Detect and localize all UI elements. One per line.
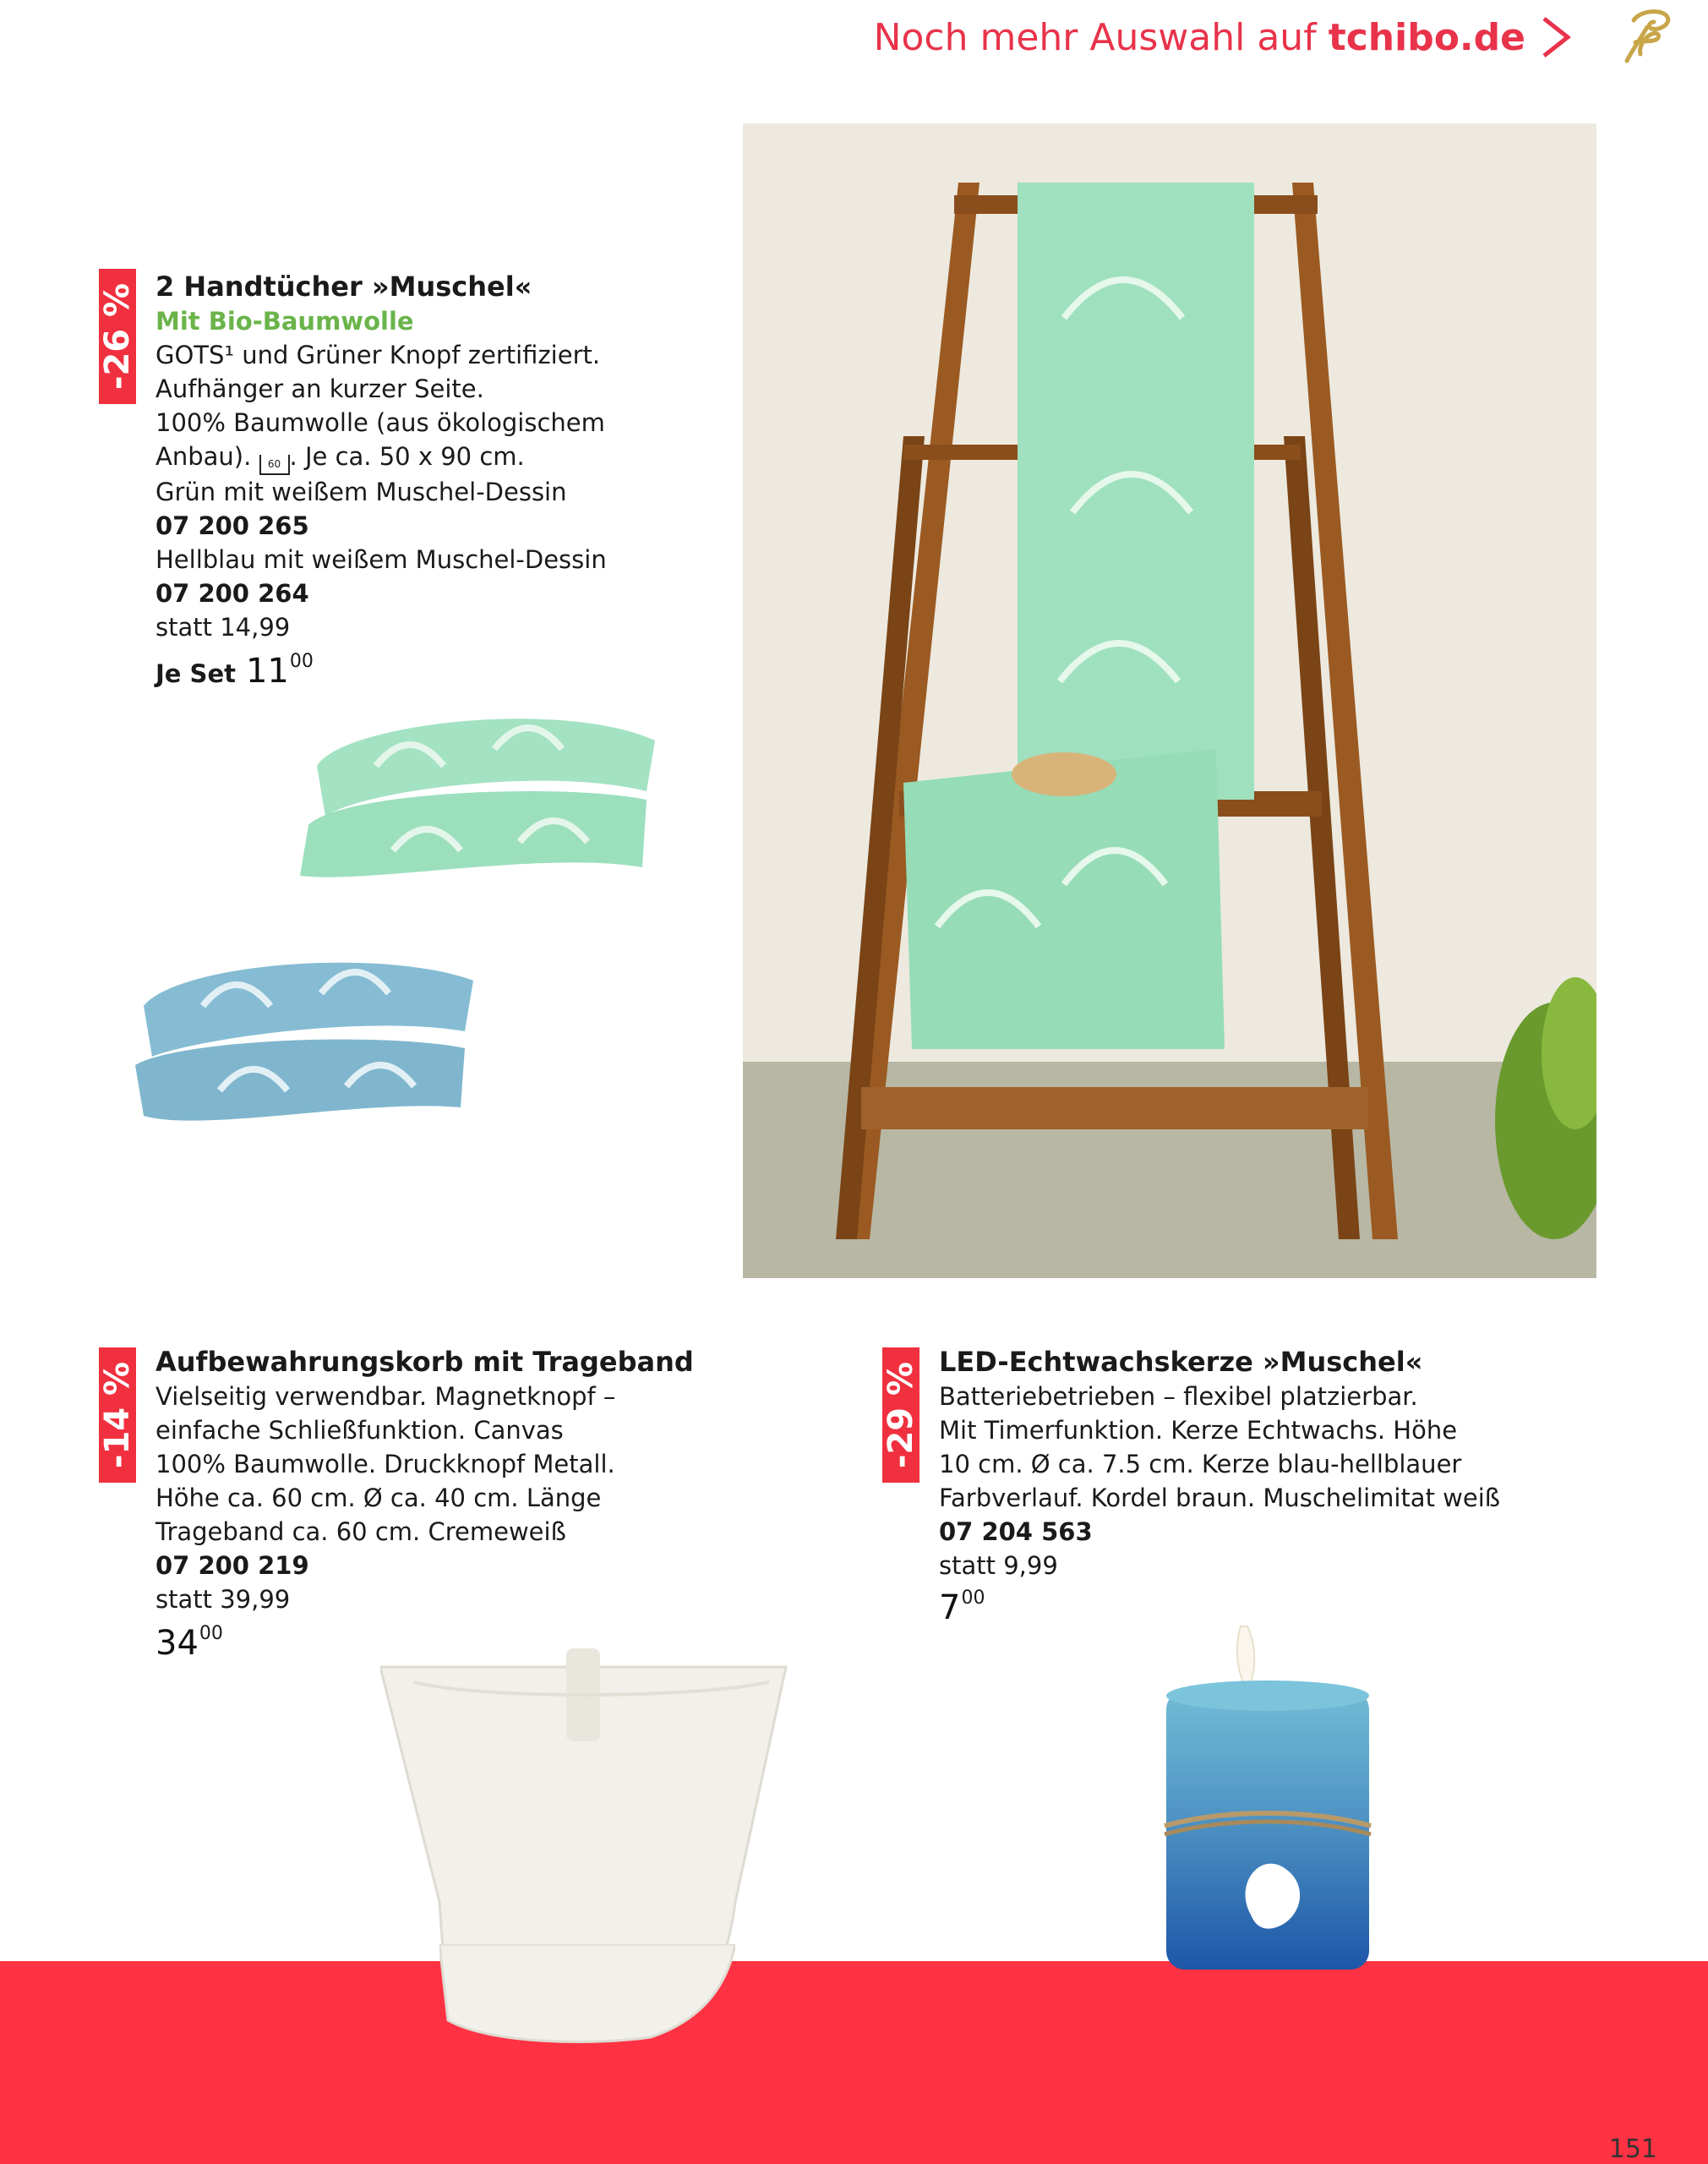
towels-price-main: 11 [245, 652, 289, 691]
candle-title: LED-Echtwachskerze »Muschel« [939, 1346, 1423, 1378]
towels-line-3: 100% Baumwolle (aus ökologischem [156, 408, 605, 437]
basket-line-5: Trageband ca. 60 cm. Cremeweiß [156, 1517, 566, 1546]
candle-price [939, 1587, 985, 1627]
bottom-color-band [0, 1961, 1708, 2164]
towel-ladder-photo [743, 123, 1596, 1278]
green-towels-image [292, 698, 663, 918]
basket-title: Aufbewahrungskorb mit Trageband [156, 1346, 694, 1378]
towels-line-1: GOTS¹ und Grüner Knopf zertifiziert. [156, 341, 601, 369]
towels-line-2: Aufhänger an kurzer Seite. [156, 374, 484, 403]
page-number: 151 [1608, 2134, 1657, 2164]
header-link-domain: tchibo.de [1328, 15, 1525, 59]
candle-line-4: Farbverlauf. Kordel braun. Muschelimitat weiß [939, 1484, 1501, 1512]
chevron-right-icon [1539, 15, 1573, 59]
header-link-prefix: Noch mehr Auswahl auf [873, 15, 1317, 59]
candle-line-2: Mit Timerfunktion. Kerze Echtwachs. Höhe [939, 1416, 1458, 1445]
towels-line-4: Anbau). 60 . Je ca. 50 x 90 cm. [156, 440, 607, 475]
towels-description [156, 269, 607, 644]
basket-line-3: 100% Baumwolle. Druckknopf Metall. [156, 1450, 615, 1478]
discount-flag-towels: -26 % [99, 269, 136, 404]
towels-statt: statt 14,99 [156, 613, 291, 642]
basket-line-2: einfache Schließfunktion. Canvas [156, 1416, 564, 1445]
tchibo-logo-icon [1615, 5, 1676, 66]
towels-variant-1: Grün mit weißem Muschel-Dessin [156, 478, 567, 506]
basket-price-cents: 00 [199, 1623, 223, 1644]
basket-price-main: 34 [156, 1624, 199, 1663]
towels-subtitle: Mit Bio-Baumwolle [156, 307, 414, 336]
candle-line-1: Batteriebetrieben – flexibel platzierbar. [939, 1382, 1418, 1411]
towels-title: 2 Handtücher »Muschel« [156, 270, 532, 303]
towels-art-2: 07 200 264 [156, 579, 309, 608]
basket-line-1: Vielseitig verwendbar. Magnetknopf – [156, 1382, 616, 1411]
discount-flag-candle: -29 % [882, 1347, 919, 1483]
discount-flag-basket: -14 % [99, 1347, 136, 1483]
candle-price-cents: 00 [961, 1587, 985, 1609]
towels-variant-2: Hellblau mit weißem Muschel-Dessin [156, 545, 607, 574]
basket-price [156, 1623, 223, 1663]
basket-line-4: Höhe ca. 60 cm. Ø ca. 40 cm. Länge [156, 1484, 602, 1512]
wash-60-icon: 60 [259, 455, 290, 475]
candle-art: 07 204 563 [939, 1517, 1093, 1546]
basket-description [156, 1344, 694, 1616]
basket-statt: statt 39,99 [156, 1585, 291, 1614]
header-link[interactable] [874, 15, 1573, 59]
candle-price-main: 7 [939, 1588, 961, 1627]
towels-art-1: 07 200 265 [156, 511, 309, 540]
towels-price [156, 651, 314, 691]
towels-price-label: Je Set [156, 659, 236, 688]
candle-line-3: 10 cm. Ø ca. 7.5 cm. Kerze blau-hellblauer [939, 1450, 1462, 1478]
candle-image [1149, 1623, 1394, 1986]
candle-description [939, 1344, 1500, 1582]
towels-price-cents: 00 [289, 651, 314, 672]
basket-image-bottom [439, 1944, 735, 2046]
basket-art: 07 200 219 [156, 1551, 309, 1580]
candle-statt: statt 9,99 [939, 1551, 1058, 1580]
blue-towels-image [127, 947, 482, 1158]
